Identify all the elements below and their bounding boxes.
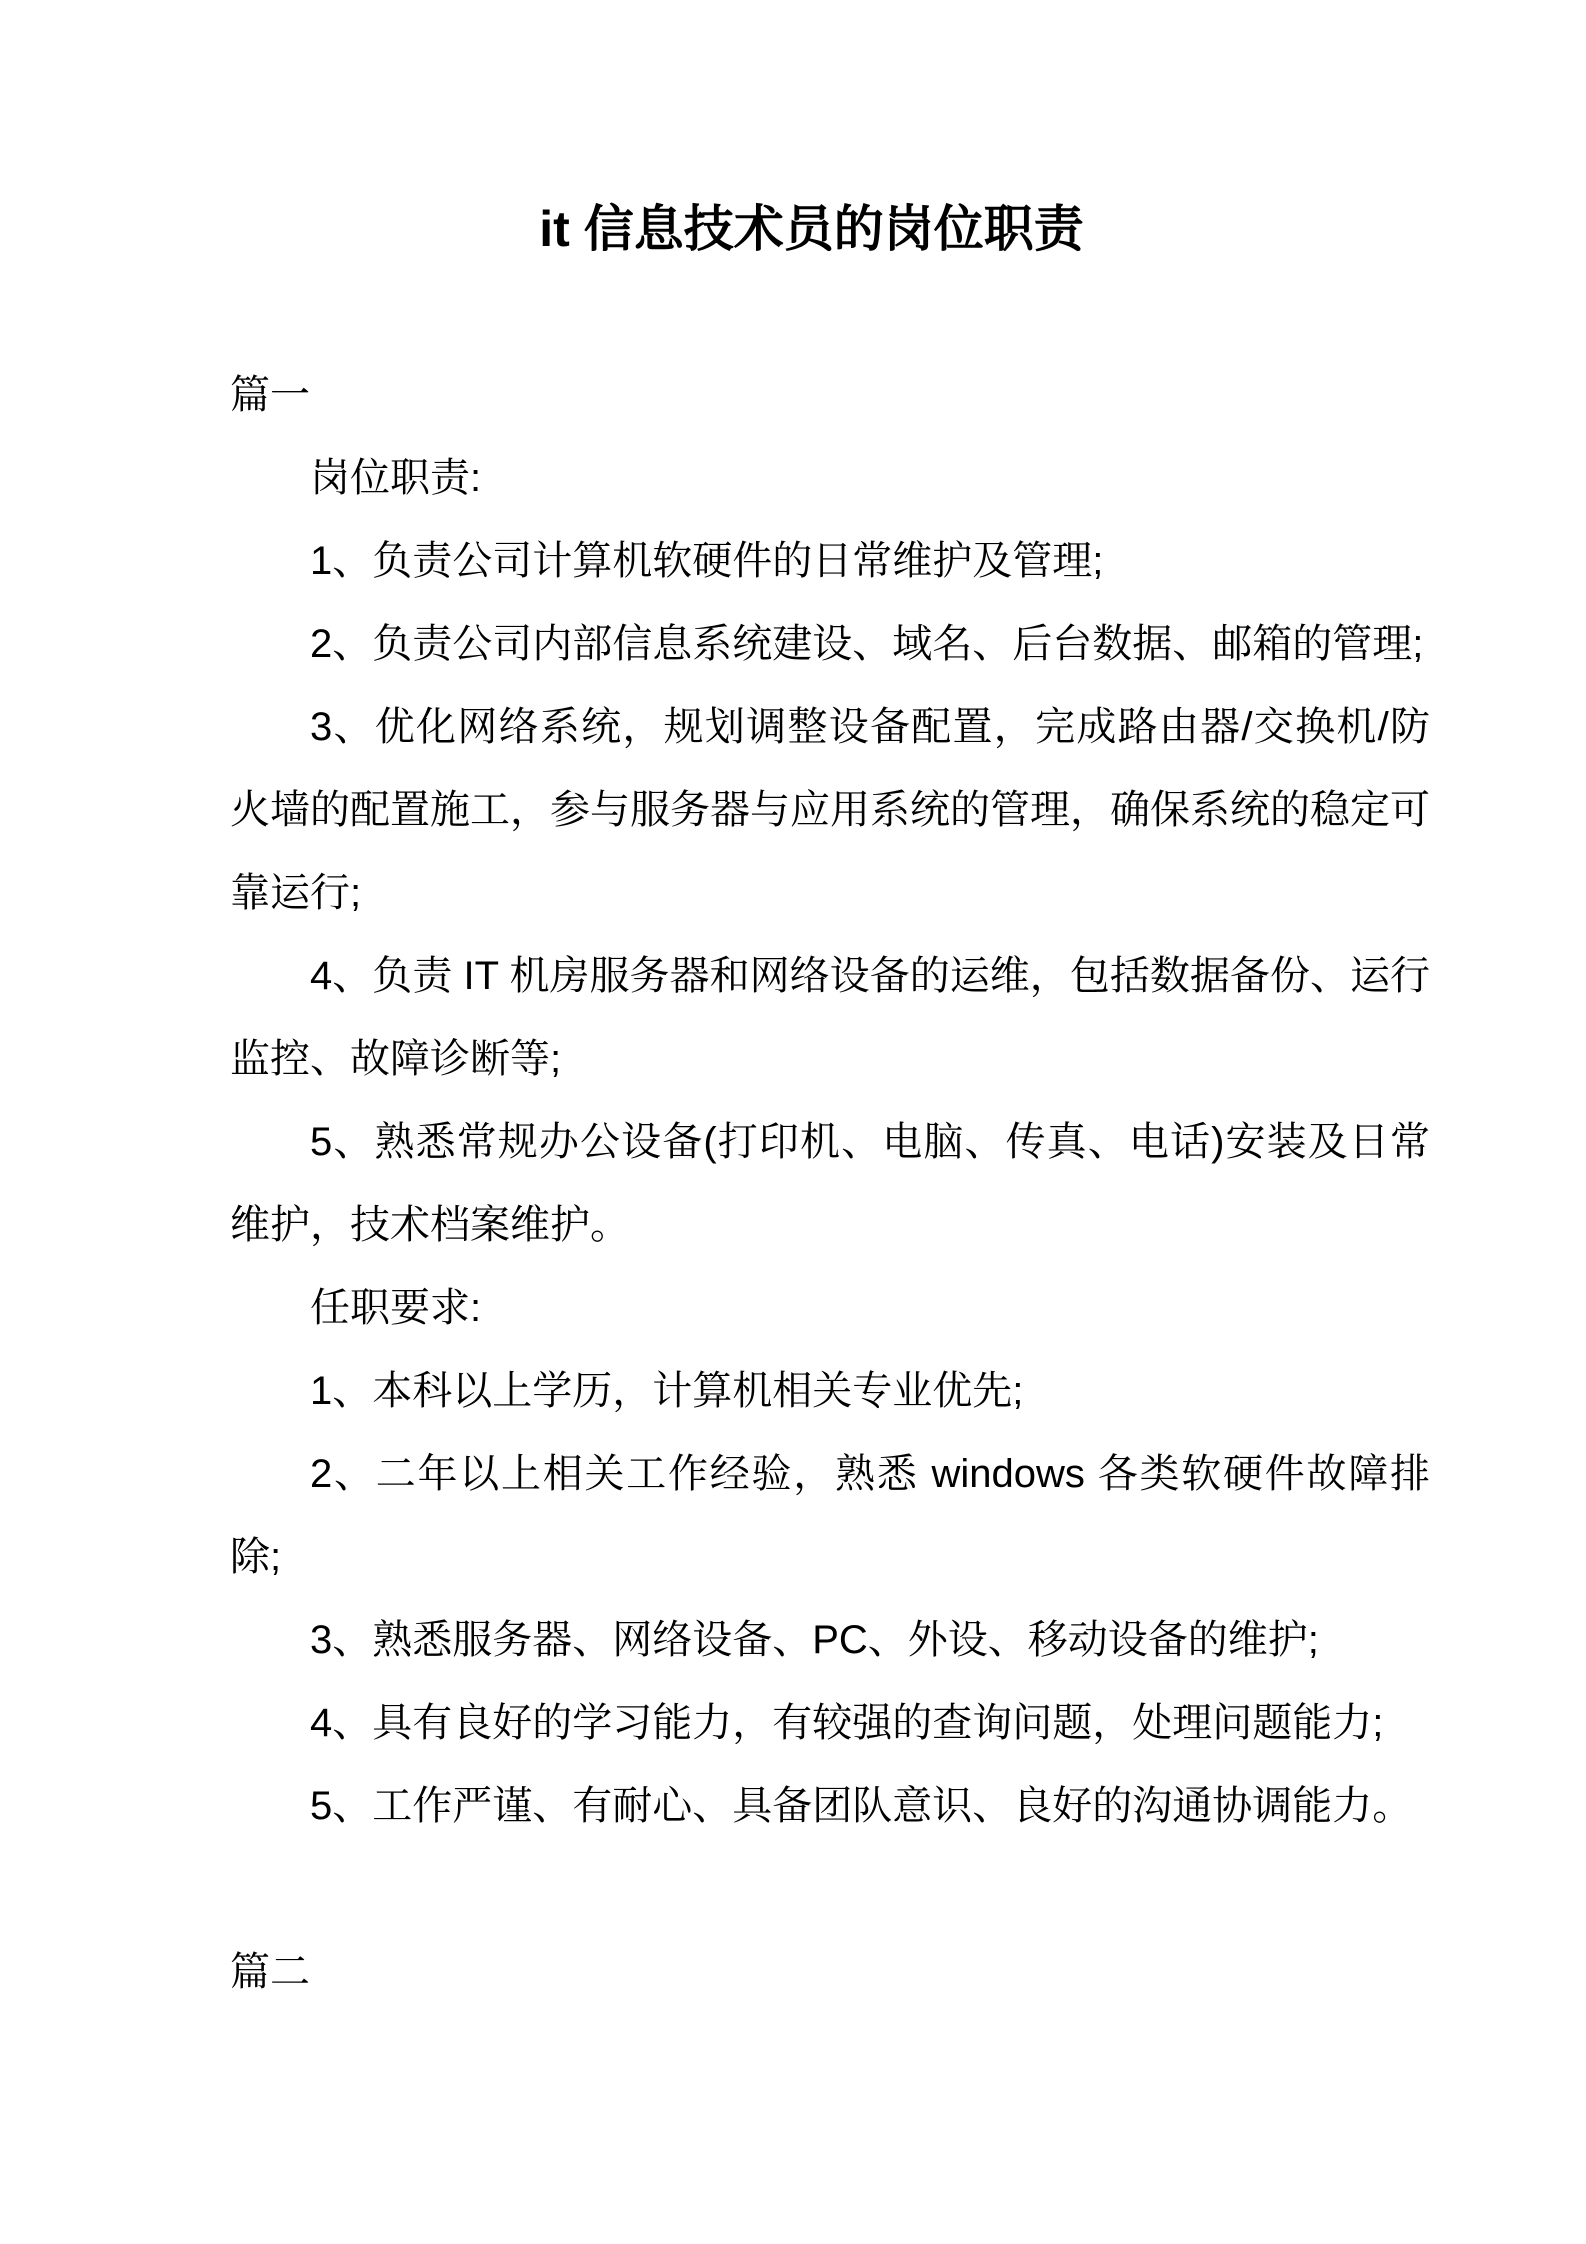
section-heading: 篇二: [230, 1950, 310, 1994]
paragraph: 3、熟悉服务器、网络设备、PC、外设、移动设备的维护;: [310, 1618, 1319, 1662]
paragraph: 3、优化网络系统，规划调整设备配置，完成路由器/交换机/防火墙的配置施工，参与服务器与应用系统的管理，确保系统的稳定可靠运行;: [230, 705, 1430, 915]
paragraph: 2、负责公司内部信息系统建设、域名、后台数据、邮箱的管理;: [310, 622, 1424, 666]
paragraph: 4、具有良好的学习能力，有较强的查询问题，处理问题能力;: [310, 1701, 1384, 1745]
paragraph: 1、本科以上学历，计算机相关专业优先;: [310, 1369, 1024, 1413]
paragraph: 岗位职责:: [310, 456, 482, 500]
document-body: [230, 354, 1430, 2014]
paragraph: 5、熟悉常规办公设备(打印机、电脑、传真、电话)安装及日常维护，技术档案维护。: [230, 1120, 1430, 1247]
paragraph: 任职要求:: [310, 1286, 482, 1330]
document-title: it 信息技术员的岗位职责: [539, 201, 1084, 257]
section-heading: 篇一: [230, 373, 310, 417]
paragraph: 2、二年以上相关工作经验，熟悉 windows 各类软硬件故障排除;: [230, 1452, 1430, 1579]
paragraph: 4、负责 IT 机房服务器和网络设备的运维，包括数据备份、运行监控、故障诊断等;: [230, 954, 1430, 1081]
paragraph: 1、负责公司计算机软硬件的日常维护及管理;: [310, 539, 1104, 583]
paragraph: 5、工作严谨、有耐心、具备团队意识、良好的沟通协调能力。: [310, 1784, 1413, 1828]
